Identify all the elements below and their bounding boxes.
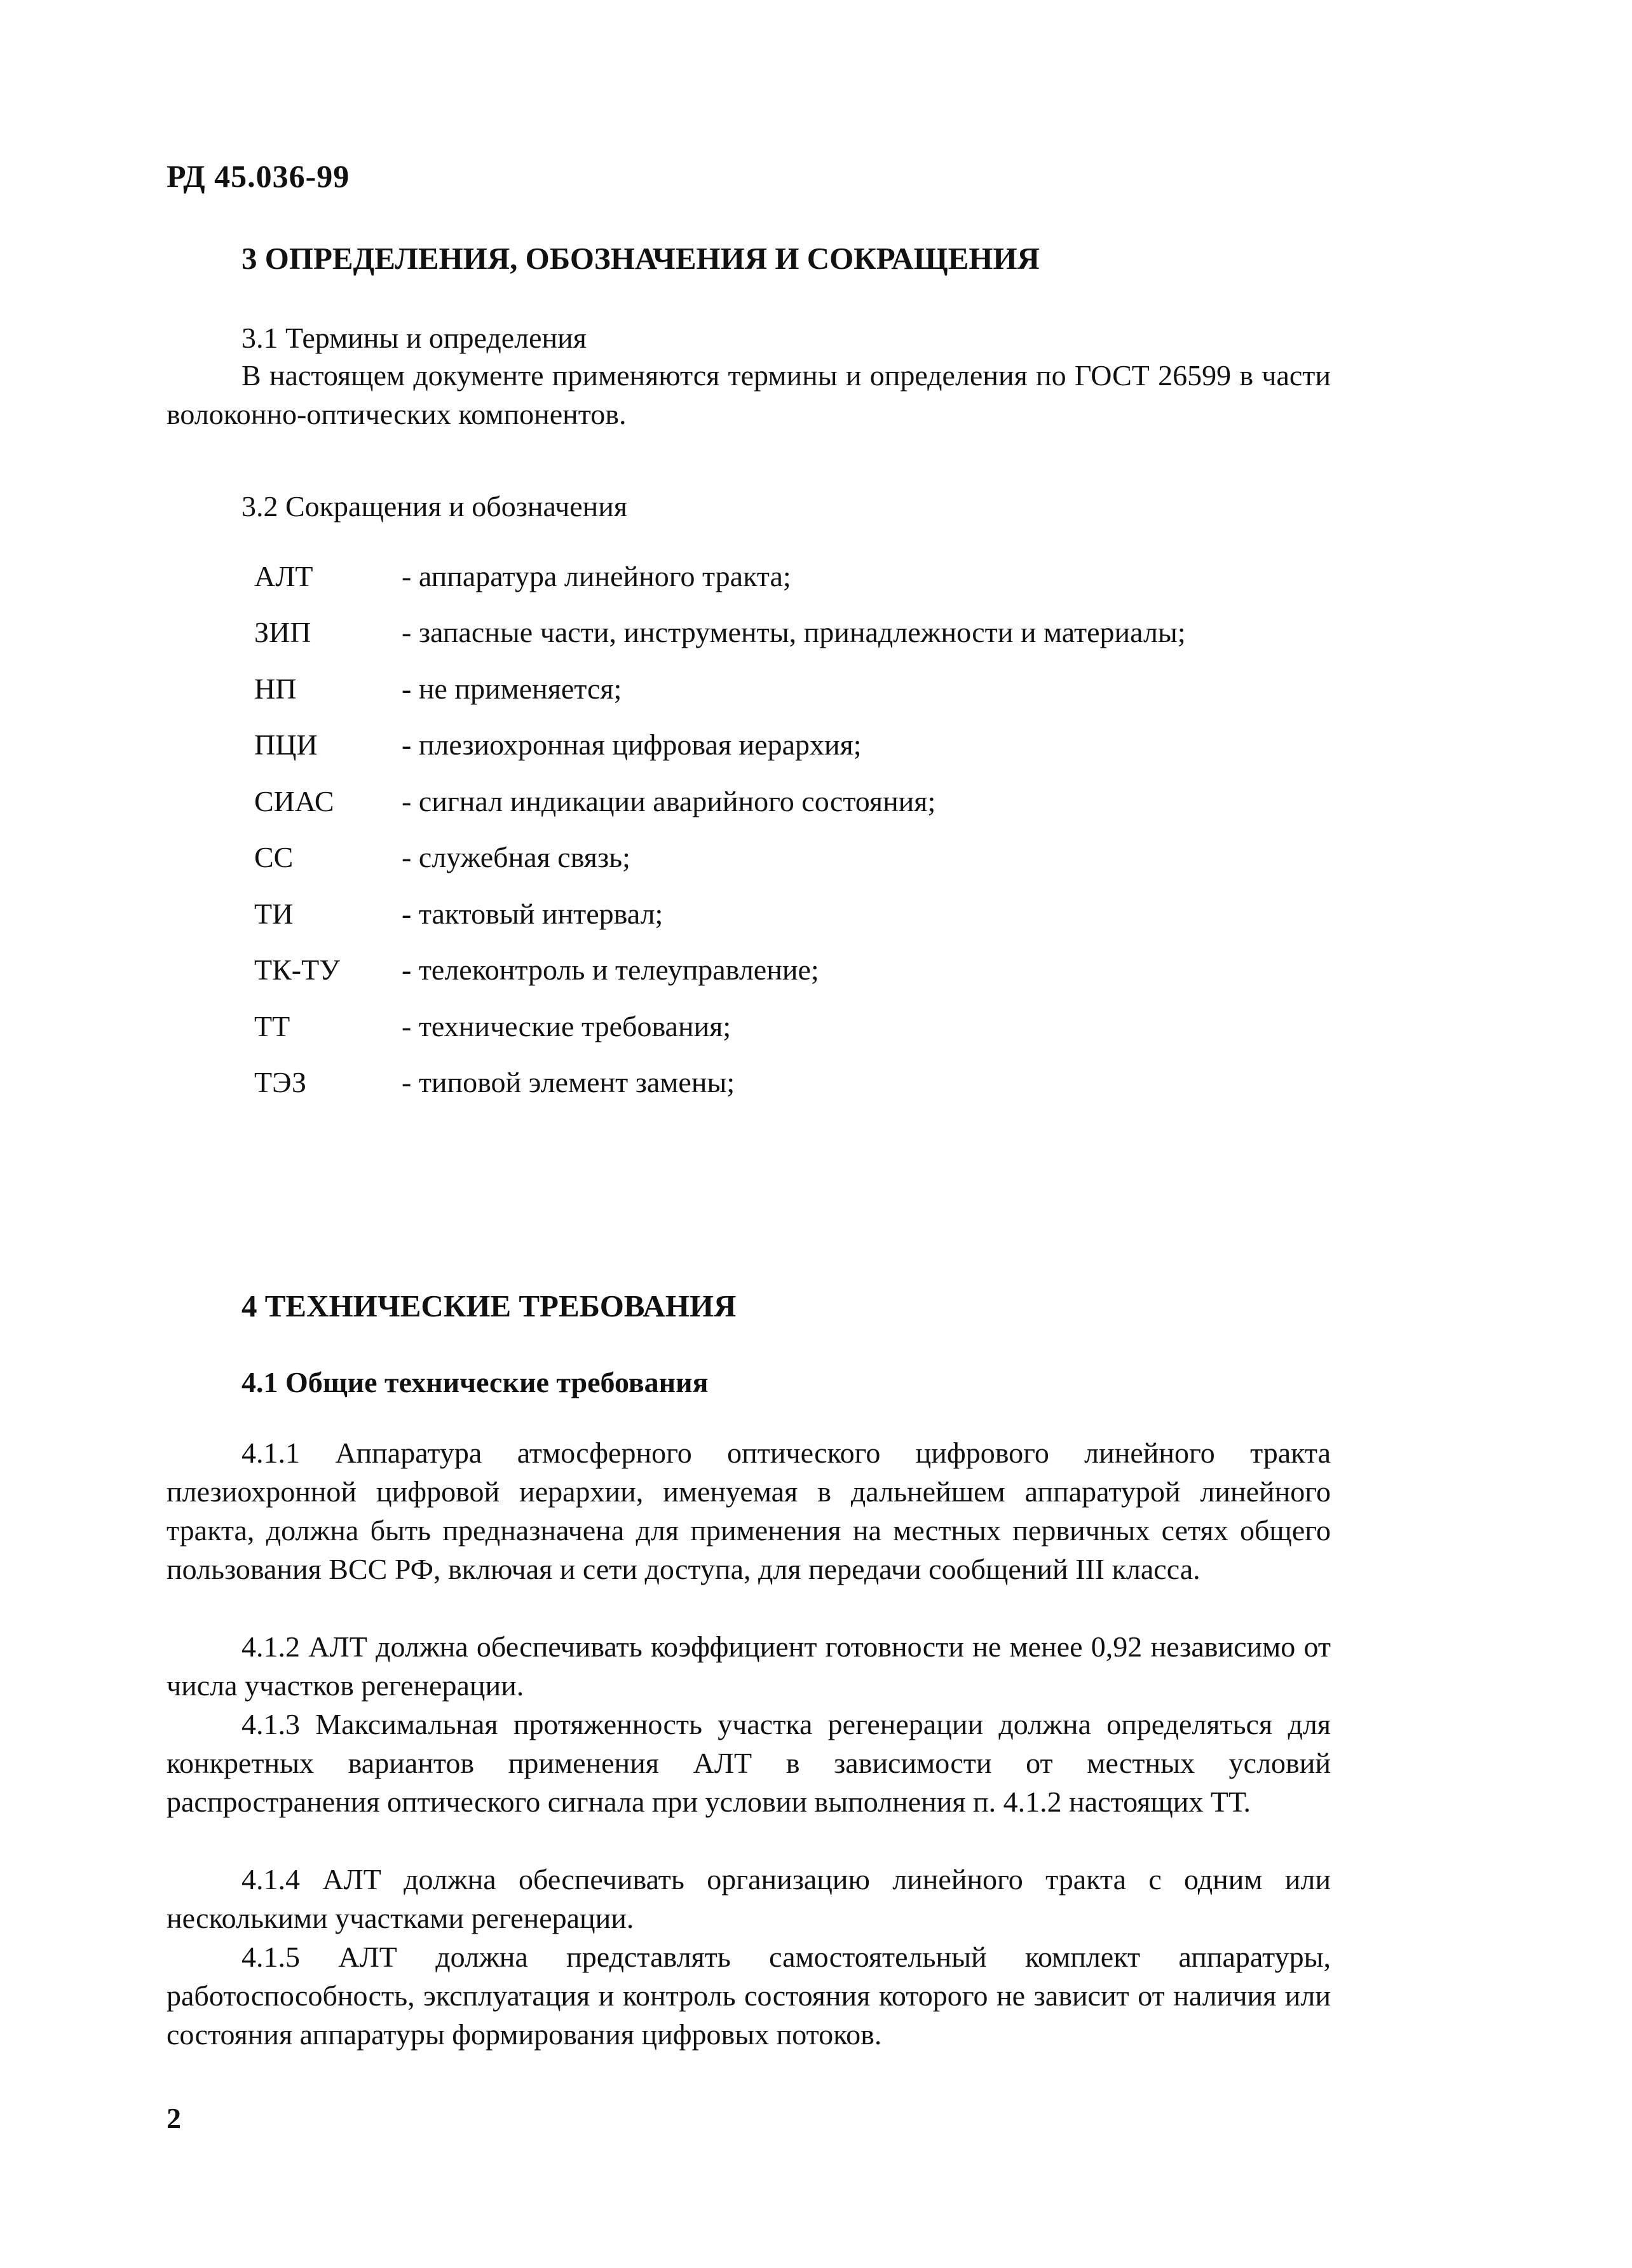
- abbreviation-row: [254, 773, 1398, 830]
- abbreviation-term: ЗИП: [254, 616, 311, 649]
- document-code: РД 45.036-99: [167, 158, 350, 194]
- abbreviation-term: НП: [254, 672, 297, 705]
- abbreviation-definition: - телеконтроль и телеуправление;: [402, 953, 819, 987]
- section-3-title: 3 ОПРЕДЕЛЕНИЯ, ОБОЗНАЧЕНИЯ И СОКРАЩЕНИЯ: [241, 241, 1040, 276]
- paragraph-4-1-4: 4.1.4 АЛТ должна обеспечивать организацию линейного тракта с одним или несколькими участками регенерации.: [167, 1863, 1331, 1934]
- abbreviation-list: [254, 548, 1398, 1110]
- section-4-1-heading: 4.1 Общие технические требования: [241, 1366, 709, 1398]
- abbreviation-definition: - не применяется;: [402, 672, 622, 705]
- abbreviation-term: СС: [254, 841, 294, 874]
- abbreviation-definition: - сигнал индикации аварийного состояния;: [402, 784, 936, 817]
- abbreviation-row: [254, 660, 1398, 717]
- abbreviation-definition: - типовой элемент замены;: [402, 1066, 735, 1099]
- paragraph-4-1-2: 4.1.2 АЛТ должна обеспечивать коэффициент готовности не менее 0,92 независимо от числа участков регенерации.: [167, 1630, 1331, 1702]
- abbreviation-term: ПЦИ: [254, 728, 318, 762]
- abbreviation-row: [254, 548, 1398, 605]
- abbreviation-definition: - технические требования;: [402, 1009, 731, 1042]
- abbreviation-term: ТИ: [254, 897, 294, 930]
- abbreviation-definition: - аппаратура линейного тракта;: [402, 559, 791, 592]
- abbreviation-term: ТЭЗ: [254, 1066, 307, 1099]
- abbreviation-row: [254, 942, 1398, 999]
- abbreviation-term: ТК-ТУ: [254, 953, 340, 987]
- abbreviation-term: АЛТ: [254, 559, 313, 592]
- abbreviation-definition: - плезиохронная цифровая иерархия;: [402, 728, 862, 762]
- section-4-title: 4 ТЕХНИЧЕСКИЕ ТРЕБОВАНИЯ: [241, 1288, 737, 1323]
- abbreviation-term: ТТ: [254, 1009, 290, 1042]
- abbreviation-row: [254, 885, 1398, 942]
- abbreviation-row: [254, 717, 1398, 774]
- section-3-2-heading: 3.2 Сокращения и обозначения: [241, 490, 628, 523]
- paragraph-4-1-1: 4.1.1 Аппаратура атмосферного оптического цифрового линейного тракта плезиохронной цифровой иерархии, именуемая в дальнейшем аппаратурой линейного тракта, должна быть предназначена для применения на местных первичных сетях общего пользования ВСС РФ, включая и сети доступа, для передачи сообщений III класса.: [167, 1437, 1331, 1585]
- page-number: 2: [167, 2102, 181, 2135]
- abbreviation-row: [254, 605, 1398, 661]
- abbreviation-definition: - запасные части, инструменты, принадлежности и материалы;: [402, 616, 1186, 649]
- paragraph-4-1-5: 4.1.5 АЛТ должна представлять самостоятельный комплект аппаратуры, работоспособность, эксплуатация и контроль состояния которого не зависит от наличия или состояния аппаратуры формирования цифровых потоков.: [167, 1941, 1331, 2051]
- section-3-1-text: В настоящем документе применяются термины и определения по ГОСТ 26599 в части волоконно-оптических компонентов.: [167, 359, 1331, 430]
- abbreviation-definition: - служебная связь;: [402, 841, 630, 874]
- paragraph-4-1-3: 4.1.3 Максимальная протяженность участка регенерации должна определяться для конкретных вариантов применения АЛТ в зависимости от местных условий распространения оптического сигнала при условии выполнения п. 4.1.2 настоящих ТТ.: [167, 1708, 1331, 1818]
- abbreviation-row: [254, 1055, 1398, 1111]
- abbreviation-term: СИАС: [254, 784, 334, 817]
- abbreviation-row: [254, 998, 1398, 1055]
- abbreviation-definition: - тактовый интервал;: [402, 897, 663, 930]
- section-3-1-heading: 3.1 Термины и определения: [241, 322, 587, 354]
- abbreviation-row: [254, 830, 1398, 886]
